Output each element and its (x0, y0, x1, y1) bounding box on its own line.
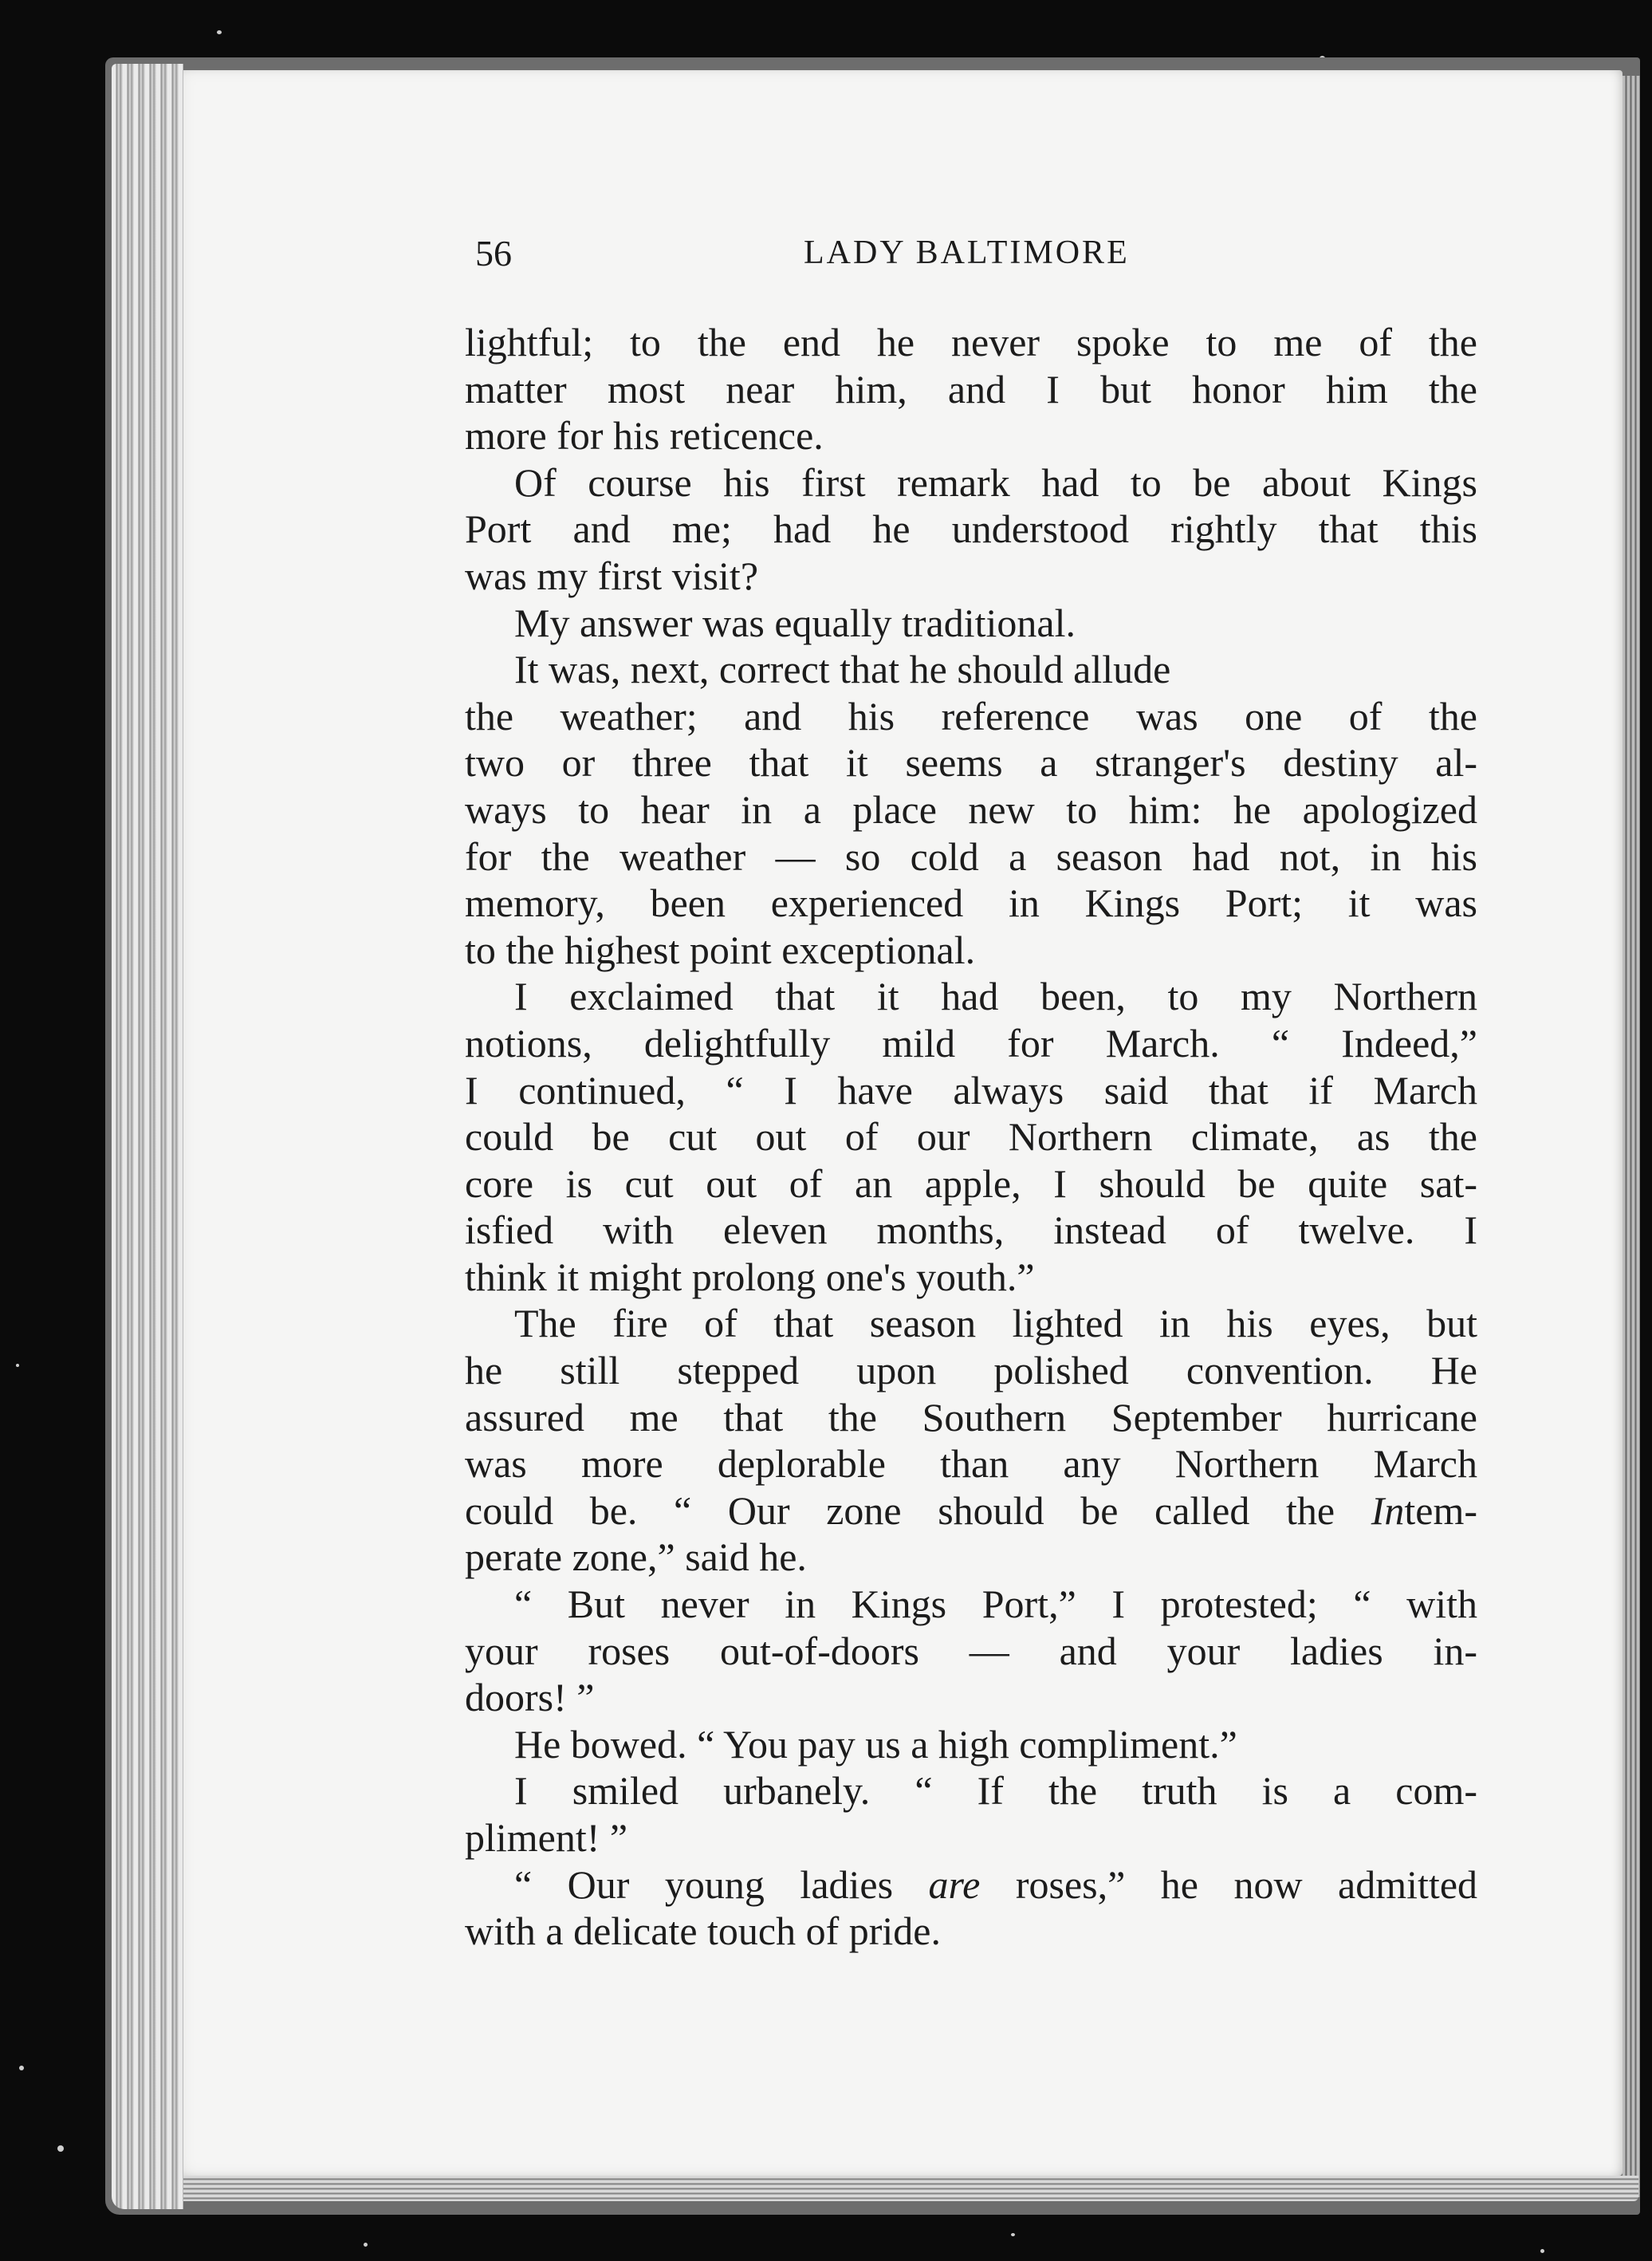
text-line: “ Our young ladies are roses,” he now admitted (514, 1861, 1478, 1907)
text-line: He bowed. “ You pay us a high compliment.” (514, 1721, 1237, 1767)
scan-speck (217, 30, 222, 34)
page-bottom-edge (167, 2176, 1638, 2201)
text-line: Port and me; had he understood rightly that this (465, 506, 1477, 552)
text-line: core is cut out of an apple, I should be quite sat- (465, 1160, 1477, 1206)
running-head (475, 226, 1480, 282)
scan-speck (1011, 2233, 1015, 2236)
text-line: “ But never in Kings Port,” I protested; “ with (514, 1582, 1477, 1627)
text-line: pliment! ” (465, 1815, 628, 1860)
text-line: could be. “ Our zone should be called the Intem- (465, 1487, 1477, 1533)
text-line: perate zone,” said he. (465, 1534, 807, 1580)
text-line: It was, next, correct that he should allude (514, 647, 1171, 692)
running-title: LADY BALTIMORE (804, 234, 1130, 271)
text-line: assured me that the Southern September hurricane (465, 1394, 1477, 1440)
text-line: Of course his first remark had to be about Kings (514, 459, 1477, 505)
text-line: matter most near him, and I but honor him the (465, 366, 1477, 412)
text-line: I exclaimed that it had been, to my Northern (514, 974, 1477, 1019)
text-line: he still stepped upon polished convention. He (465, 1348, 1477, 1393)
text-line: The fire of that season lighted in his eyes, but (514, 1301, 1477, 1346)
text-line: your roses out-of-doors — and your ladies in- (465, 1628, 1477, 1673)
page-number: 56 (475, 233, 512, 274)
scan-speck (1540, 2249, 1544, 2253)
scan-speck (19, 2066, 24, 2070)
text-line: two or three that it seems a stranger's destiny al- (465, 740, 1477, 786)
body-text (465, 319, 1477, 1955)
text-line: lightful; to the end he never spoke to me of the (465, 320, 1477, 364)
text-line: doors! ” (465, 1675, 595, 1720)
text-line: I smiled urbanely. “ If the truth is a com- (514, 1768, 1477, 1814)
text-line: I continued, “ I have always said that if March (465, 1067, 1477, 1113)
text-line: to the highest point exceptional. (465, 927, 976, 972)
text-line: ways to hear in a place new to him: he apologized (465, 786, 1477, 832)
text-line: for the weather — so cold a season had not, in his (465, 833, 1477, 879)
text-line: notions, delightfully mild for March. “ Indeed,” (465, 1020, 1477, 1066)
italic-emphasis: In (1371, 1487, 1405, 1533)
text-line: think it might prolong one's youth.” (465, 1254, 1035, 1299)
text-line: with a delicate touch of pride. (465, 1908, 941, 1954)
scan-speck (364, 2243, 368, 2247)
text-line: memory, been experienced in Kings Port; it was (465, 880, 1477, 926)
scan-speck (57, 2145, 64, 2152)
text-line: more for his reticence. (465, 413, 824, 459)
page-stack-gutter (112, 64, 183, 2209)
text-line: My answer was equally traditional. (514, 600, 1076, 645)
italic-emphasis: are (928, 1861, 981, 1907)
text-line: was more deplorable than any Northern March (465, 1441, 1477, 1487)
text-line: the weather; and his reference was one of the (465, 693, 1477, 739)
scan-speck (16, 1364, 19, 1367)
page-fore-edge (1622, 76, 1640, 2197)
text-line: isfied with eleven months, instead of twelve. I (465, 1207, 1477, 1253)
text-line: could be cut out of our Northern climate, as the (465, 1114, 1477, 1160)
text-line: was my first visit? (465, 553, 759, 598)
